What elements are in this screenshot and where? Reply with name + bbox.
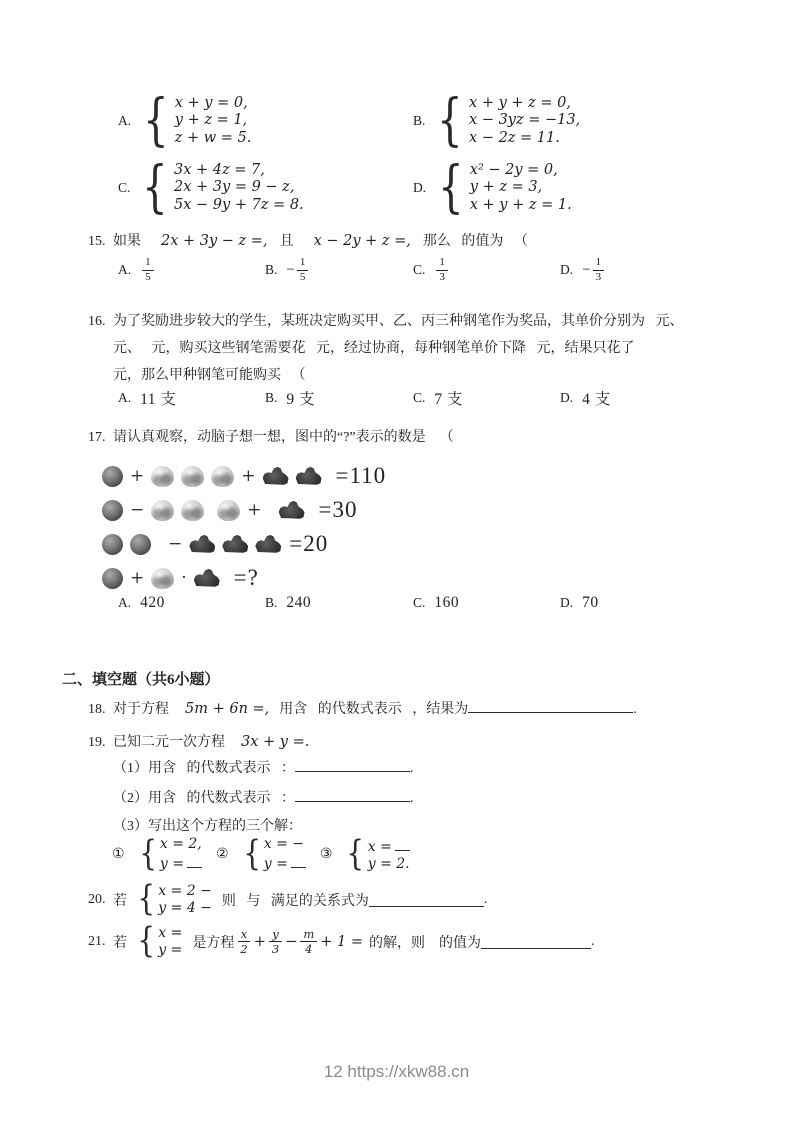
numerator: 1	[297, 256, 309, 271]
ball-icon	[102, 500, 123, 521]
sub-question-text: （1）用含 的代数式表示 ：	[113, 761, 295, 776]
option-label: C.	[413, 262, 426, 278]
option-label: C.	[413, 390, 426, 405]
circled-1: ①	[112, 847, 125, 862]
option-label: B.	[265, 595, 278, 610]
page-number-and-url: 12 https://xkw88.cn	[323, 1062, 470, 1081]
numerator: 1	[593, 256, 605, 271]
equation-line: x + y + z = 1.	[469, 196, 572, 213]
shoe-icon	[189, 535, 215, 554]
apple-icon	[151, 568, 174, 589]
denominator: 3	[595, 270, 602, 283]
question-text: 若	[113, 935, 127, 951]
shoe-icon	[296, 467, 322, 486]
option-label: D.	[413, 180, 427, 195]
answer-blank	[295, 757, 410, 772]
equation-system	[158, 883, 212, 917]
equation-line	[160, 853, 202, 873]
option-c	[413, 256, 448, 285]
period: .	[410, 791, 414, 806]
shoe-icon	[194, 569, 220, 588]
ball-icon	[102, 568, 123, 589]
puzzle-row-2	[102, 493, 386, 527]
q17-options	[0, 594, 793, 628]
fraction	[269, 927, 282, 957]
option-d	[560, 387, 611, 409]
circled-2: ②	[215, 847, 229, 862]
equation-line: z + w = 5.	[174, 129, 252, 146]
operator: −	[168, 534, 183, 554]
option-label: D.	[560, 262, 574, 278]
equation-line: x + y = 0,	[174, 94, 248, 111]
option-b	[265, 256, 308, 285]
equation-result: =20	[289, 531, 329, 556]
answer-blank	[295, 787, 410, 802]
equation-text: y =	[159, 856, 184, 872]
option-label: B.	[265, 262, 278, 278]
denominator: 2	[240, 942, 248, 956]
equation-line: y = 2.	[367, 856, 410, 872]
option-value: 240	[286, 594, 312, 611]
option-label: A.	[118, 390, 132, 405]
apple-icon	[211, 466, 234, 487]
equation-result: =30	[318, 497, 358, 522]
left-brace: {	[137, 879, 156, 919]
denominator: 3	[271, 942, 280, 956]
page-footer	[0, 1062, 793, 1082]
answer-blank	[468, 698, 633, 713]
equation-line: 5x − 9y + 7z = 8.	[174, 196, 304, 213]
left-brace: {	[346, 834, 365, 874]
numerator: 1	[436, 256, 448, 271]
shoe-icon	[222, 535, 248, 554]
question-number: 16.	[88, 314, 106, 329]
question-text: 如果	[113, 234, 141, 249]
operator: +	[253, 933, 266, 950]
question-text: 那么 的值为 （	[422, 234, 528, 249]
equation-line: x − 3yz = −13,	[469, 112, 581, 129]
q19-solutions	[112, 836, 410, 873]
option-value: 160	[434, 594, 460, 611]
equation-line: x = −	[263, 836, 305, 852]
denominator: 5	[145, 270, 151, 283]
q14-option-a	[118, 88, 252, 153]
question-number: 15.	[88, 234, 106, 249]
equation-result: =?	[233, 565, 259, 590]
equation-line	[368, 836, 410, 856]
equation: 3x + y =.	[241, 734, 310, 750]
apple-icon	[217, 500, 240, 521]
sub-question-text: （3）写出这个方程的三个解：	[113, 819, 302, 834]
puzzle-row-1	[102, 459, 386, 493]
fraction	[237, 927, 250, 957]
equation-line: x + y + z = 0,	[469, 94, 571, 111]
question-19	[88, 731, 309, 751]
denominator: 4	[305, 942, 313, 956]
option-b	[265, 387, 315, 409]
equation-tail: + 1 =	[320, 933, 363, 950]
option-label: C.	[118, 180, 131, 195]
apple-icon	[181, 500, 204, 521]
equation-system	[469, 95, 580, 148]
equation-line: y + z = 1,	[174, 112, 248, 129]
option-label: D.	[560, 390, 574, 405]
question-text: 元，那么甲种钢笔可能购买 （	[113, 368, 306, 383]
operator: −	[130, 500, 145, 520]
q14-option-b	[413, 88, 581, 153]
puzzle-row-3	[102, 527, 386, 561]
option-a	[118, 387, 176, 409]
period: .	[591, 933, 595, 949]
fraction	[436, 256, 448, 285]
operator: −	[285, 933, 298, 950]
option-c	[413, 594, 459, 612]
q19-sub-2	[113, 787, 414, 807]
option-d	[560, 594, 599, 612]
question-text: 已知二元一次方程	[113, 735, 225, 750]
option-label: A.	[118, 595, 132, 610]
option-value: 420	[140, 594, 165, 611]
answer-blank	[395, 836, 410, 851]
equation-system	[174, 162, 304, 215]
equation: 5m + 6n =,	[185, 701, 270, 717]
puzzle-row-4	[102, 561, 386, 595]
option-value: 70	[582, 594, 599, 611]
equation-line: x − 2z = 11.	[469, 129, 560, 146]
equation-line: x = 2 −	[158, 882, 212, 899]
left-brace: {	[438, 155, 464, 220]
option-d	[560, 256, 604, 285]
left-brace: {	[142, 155, 169, 220]
q19-sub-1	[113, 757, 414, 777]
left-brace: {	[137, 921, 156, 961]
apple-icon	[151, 500, 174, 521]
left-brace: {	[437, 88, 464, 153]
option-c	[413, 387, 463, 409]
solution-system-1	[160, 836, 202, 873]
question-text: 用含 的代数式表示 ，结果为	[279, 702, 469, 717]
section-2-header	[62, 668, 220, 689]
q19-sub-3	[113, 815, 302, 835]
option-value: 4 支	[582, 391, 611, 408]
q17-picture-puzzle	[102, 459, 386, 595]
fraction	[300, 927, 317, 957]
fraction	[142, 256, 154, 285]
fraction	[297, 256, 309, 285]
question-number: 19.	[88, 735, 106, 750]
denominator: 3	[439, 270, 445, 283]
question-text: 若	[113, 893, 127, 909]
question-15	[88, 230, 528, 250]
period: .	[410, 761, 414, 776]
equation-line: 3x + 4z = 7,	[174, 161, 265, 178]
equation: x − 2y + z =,	[313, 233, 411, 249]
option-a	[118, 256, 154, 285]
shoe-icon	[255, 535, 281, 554]
option-value: 7 支	[434, 391, 464, 408]
question-number: 17.	[88, 430, 106, 445]
answer-blank	[369, 892, 484, 907]
question-text: 元、 元，购买这些钢笔需要花 元，经过协商，每种钢笔单价下降 元，结果只花了	[113, 341, 635, 356]
equation-line: x = 2,	[159, 836, 202, 852]
operator: +	[241, 466, 256, 486]
question-text: 且	[279, 234, 294, 249]
equation-system	[470, 162, 572, 215]
question-text: 的解，则 的值为	[369, 935, 481, 951]
equation-text: x =	[367, 839, 392, 855]
question-text: 对于方程	[113, 702, 169, 717]
sub-question-text: （2）用含 的代数式表示 ：	[113, 791, 295, 806]
denominator: 5	[299, 270, 306, 283]
equation-result: =110	[335, 463, 387, 488]
equation-line: y = 4 −	[158, 899, 212, 916]
apple-icon	[151, 466, 174, 487]
sign: −	[286, 261, 295, 278]
left-brace: {	[242, 834, 261, 874]
equation-system	[158, 925, 182, 959]
question-text: 请认真观察，动脑子想一想，图中的“?”表示的数是 （	[113, 430, 454, 445]
operator: +	[130, 466, 145, 486]
left-brace: {	[143, 88, 169, 153]
q14-option-c	[118, 155, 304, 220]
equation-line: x² − 2y = 0,	[469, 161, 558, 178]
solution-system-2	[264, 836, 306, 873]
question-text: 则 与 满足的关系式为	[221, 893, 369, 909]
equation-line: y + z = 3,	[469, 179, 543, 196]
period: .	[483, 891, 488, 907]
q14-option-d	[413, 155, 572, 220]
question-17	[88, 426, 454, 446]
period: .	[633, 702, 637, 717]
section-title: 二、填空题（共6小题）	[62, 672, 220, 688]
operator: +	[247, 500, 262, 520]
ball-icon	[102, 534, 123, 555]
equation-line: x =	[158, 924, 183, 941]
question-18	[88, 698, 637, 718]
option-value: 11 支	[140, 391, 177, 408]
solution-system-3	[368, 836, 410, 873]
q16-options	[0, 387, 793, 421]
option-label: B.	[265, 390, 278, 405]
operator: +	[130, 568, 145, 588]
numerator: m	[300, 927, 317, 942]
equation-line: 2x + 3y = 9 − z,	[174, 179, 295, 196]
question-number: 18.	[88, 702, 106, 717]
ball-icon	[130, 534, 151, 555]
equation: 2x + 3y − z =,	[161, 233, 268, 249]
operator: ·	[181, 568, 187, 588]
apple-icon	[181, 466, 204, 487]
equation-system	[175, 95, 252, 148]
numerator: y	[269, 927, 282, 942]
question-text: 是方程	[192, 935, 235, 951]
option-a	[118, 594, 165, 612]
answer-blank	[481, 934, 591, 949]
left-brace: {	[138, 834, 157, 874]
answer-blank	[291, 853, 306, 868]
question-number: 21.	[88, 933, 106, 949]
fraction	[593, 256, 605, 285]
option-value: 9 支	[286, 391, 316, 408]
option-label: A.	[118, 262, 132, 278]
equation-line	[264, 853, 306, 873]
option-label: C.	[413, 595, 426, 610]
answer-blank	[187, 853, 202, 868]
option-label: B.	[413, 113, 426, 128]
question-20	[88, 879, 488, 919]
ball-icon	[102, 466, 123, 487]
equation-line: y =	[158, 941, 183, 958]
sign: −	[582, 261, 591, 278]
question-21	[88, 921, 595, 961]
option-b	[265, 594, 311, 612]
question-text: 为了奖励进步较大的学生，某班决定购买甲、乙、丙三种钢笔作为奖品，其单价分别为 元、	[113, 314, 684, 329]
circled-3: ③	[319, 847, 333, 862]
option-label: A.	[118, 113, 132, 128]
equation-text: y =	[263, 856, 288, 872]
q15-options	[0, 256, 793, 290]
question-16	[88, 308, 723, 389]
option-label: D.	[560, 595, 574, 610]
question-number: 20.	[88, 891, 106, 907]
numerator: 1	[142, 256, 154, 271]
shoe-icon	[279, 501, 305, 520]
numerator: x	[238, 927, 251, 942]
shoe-icon	[263, 467, 289, 486]
